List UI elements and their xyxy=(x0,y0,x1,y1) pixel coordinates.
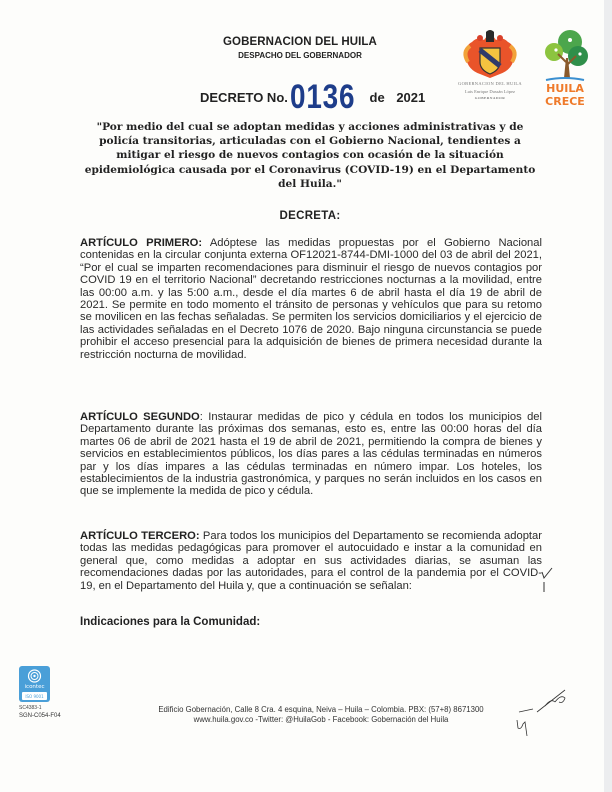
article-body: Adóptese las medidas propuestas por el Gobierno Nacional contenidas en la circular conjunta externa OF12021-8744-DMI-1000 del 03 de abril del 2021, “Por el cual se imparten recomendaciones para disminuir el riesgo de nuevos contagios por COVID 19 en el territorio Nacional” decretando restricciones nocturnas a la movilidad, entre las 00:00 a.m. y las 5:00 a.m., desde el día martes 6 de abril hasta el día 19 de abril de 2021. Se permite en todo momento el tránsito de personas y vehículos que para su retomo se movilicen en las fechas señaladas. Se permiten los servicios domiciliarios y el ejercicio de las actividades señaladas en el Decreto 1076 de 2020. Bajo ninguna circunstancia se puede prohibir el acceso presencial para la adquisición de bienes de primera necesidad durante la restricción nocturna de movilidad. xyxy=(80,237,542,361)
certification-code: SC4383-1 xyxy=(19,705,42,711)
decree-year-value: 2021 xyxy=(396,89,426,105)
gobernacion-logo-line1: GOBERNACION DEL HUILA xyxy=(458,81,522,86)
icontec-standard: ISO 9001 xyxy=(25,694,44,699)
handwritten-initials-signature xyxy=(505,688,585,738)
huila-crece-line1: HUILA xyxy=(546,82,584,95)
icontec-certification-icon xyxy=(19,666,50,702)
article-body: : Instaurar medidas de pico y cédula en todos los municipios del Departamento durante las próximas dos semanas, esto es, entre las 00:00 horas del día martes 06 de abril de 2021 hasta el 19 de abril de 2021, permitiendo la compra de bienes y servicios en establecimientos públicos, los días pares a las cédulas terminadas en números par y los días impares a las cédulas terminadas en número impar. Los hoteles, los establecimientos de la industria gastronómica, y parques no serán incluidos en los casos en que se implemente la medida de pico y cédula. xyxy=(80,411,542,498)
document-form-code: SGN-C054-F04 xyxy=(19,713,61,719)
footer-address: Edificio Gobernación, Calle 8 Cra. 4 esquina, Neiva – Huila – Colombia. PBX: (57+8) 8671300 xyxy=(158,705,484,714)
article-tercero xyxy=(80,530,542,592)
scan-edge xyxy=(604,0,612,792)
coat-of-arms-icon xyxy=(456,28,524,80)
footer xyxy=(126,705,516,725)
footer-contact-links: www.huila.gov.co -Twitter: @HuilaGob - Facebook: Gobernación del Huila xyxy=(193,715,449,724)
margin-check-mark-icon xyxy=(540,566,554,594)
decree-label: DECRETO No. xyxy=(200,89,288,105)
tree-logo-icon xyxy=(540,28,590,110)
gobernacion-logo xyxy=(456,28,524,108)
decree-year-prefix: de xyxy=(369,89,385,105)
icontec-certification-badge xyxy=(19,666,50,702)
header-subtitle: DESPACHO DEL GOBERNADOR xyxy=(238,51,362,60)
article-segundo xyxy=(80,411,542,498)
article-heading: ARTÍCULO TERCERO: xyxy=(80,530,200,542)
article-primero xyxy=(80,237,542,361)
gobernacion-logo-line2: Luis Enrique Dussán López xyxy=(464,89,516,94)
decree-year xyxy=(362,90,426,105)
huila-crece-line2: CRECE xyxy=(545,95,585,108)
icontec-brand: icontec xyxy=(24,684,45,690)
decree-number-stamp: 0136 xyxy=(289,78,356,116)
article-heading: ARTÍCULO PRIMERO: xyxy=(80,237,203,249)
article-body: Para todos los municipios del Departamento se recomienda adoptar todas las medidas pedagógicas para promover el autocuidado e instar a la comunidad en general que, como medidas a adoptar en sus actividades diarias, se asuman las recomendaciones dadas por las autoridades, para el control de la pandemia por el COVID-19, en el Departamento del Huila y, que a continuación se señalan: xyxy=(80,530,542,592)
header-title: GOBERNACION DEL HUILA xyxy=(223,36,377,48)
huila-crece-logo xyxy=(540,28,590,110)
document-title: "Por medio del cual se adoptan medidas y acciones administrativas y de policía transitorias, articuladas con el Gobierno Nacional, tendientes a mitigar el riesgo de nuevos contagios con ocasión de la situación epidemiológica causada por el Coronavirus (COVID-19) en el Departamento del Huila." xyxy=(84,121,536,190)
article-heading: ARTÍCULO SEGUNDO xyxy=(80,411,200,423)
decreta-heading: DECRETA: xyxy=(279,210,341,222)
community-indications-heading: Indicaciones para la Comunidad: xyxy=(80,616,261,628)
gobernacion-logo-line3: GOBERNADOR xyxy=(474,96,506,100)
decree-line xyxy=(200,80,425,114)
